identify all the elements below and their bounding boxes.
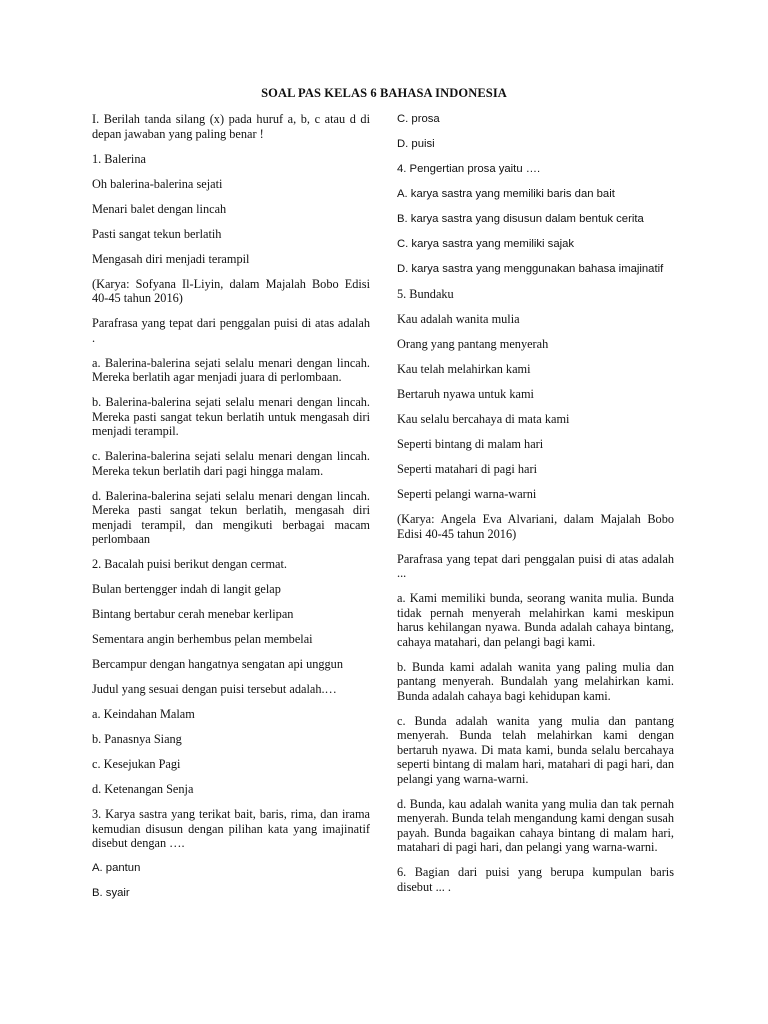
text-paragraph: 2. Bacalah puisi berikut dengan cermat. [92,557,287,571]
text-paragraph: Mengasah diri menjadi terampil [92,251,250,266]
text-paragraph: I. Berilah tanda silang (x) pada huruf a, b, c atau d di depan jawaban yang paling benar ! [92,112,370,141]
text-paragraph: a. Keindahan Malam [92,707,195,721]
text-paragraph: Bertaruh nyawa untuk kami [397,387,534,401]
text-paragraph: Bercampur dengan hangatnya sengatan api unggun [92,657,343,671]
text-paragraph: (Karya: Angela Eva Alvariani, dalam Majalah Bobo Edisi 40-45 tahun 2016) [397,512,674,541]
text-paragraph: Parafrasa yang tepat dari penggalan puisi di atas adalah . [92,316,370,345]
text-paragraph: A. pantun [92,862,141,874]
right-column [397,112,674,905]
text-paragraph: a. Kami memiliki bunda, seorang wanita mulia. Bunda tidak pernah menyerah melahirkan kami meskipun harus kehilangan nyawa. Bunda adalah cahaya bintang, cahaya matahari, dan pelangi bagi kami. [397,591,674,649]
text-paragraph: D. puisi [397,138,435,150]
text-paragraph: B. syair [92,887,130,899]
text-paragraph: c. Bunda adalah wanita yang mulia dan pantang menyerah. Bunda telah melahirkan kami dengan bertaruh nyawa. Di mata kami, bunda selalu bercahaya seperti bintang di malam hari, matahari di pagi hari, dan pelangi yang warna-warni. [397,713,674,786]
text-paragraph: A. karya sastra yang memiliki baris dan bait [397,188,615,200]
text-paragraph: a. Balerina-balerina sejati selalu menari dengan lincah. Mereka berlatih agar menjadi juara di perlombaan. [92,355,370,384]
text-paragraph: b. Balerina-balerina sejati selalu menari dengan lincah. Mereka pasti sangat tekun berlatih untuk mengasah diri menjadi terampil. [92,395,370,438]
text-paragraph: d. Bunda, kau adalah wanita yang mulia dan tak pernah menyerah. Bunda telah mengandung kami dengan susah payah. Bunda bagaikan cahaya bintang di malam hari, matahari di pagi hari, dan pelangi yang warna-warni. [397,796,674,854]
text-paragraph: D. karya sastra yang menggunakan bahasa imajinatif [397,263,664,275]
text-paragraph: Oh balerina-balerina sejati [92,176,223,191]
text-paragraph: c. Balerina-balerina sejati selalu menari dengan lincah. Mereka tekun berlatih dari pagi hingga malam. [92,449,370,478]
text-paragraph: Seperti pelangi warna-warni [397,487,537,501]
text-paragraph: Seperti matahari di pagi hari [397,462,537,476]
text-paragraph: Bulan bertengger indah di langit gelap [92,582,281,596]
left-column [92,112,370,911]
text-paragraph: Menari balet dengan lincah [92,201,227,216]
text-paragraph: d. Ketenangan Senja [92,782,194,796]
text-paragraph: b. Panasnya Siang [92,732,182,746]
document-title: SOAL PAS KELAS 6 BAHASA INDONESIA [261,86,507,100]
text-paragraph: Bintang bertabur cerah menebar kerlipan [92,607,294,621]
text-paragraph: d. Balerina-balerina sejati selalu menari dengan lincah. Mereka pasti sangat tekun berlatih, mengasah diri menjadi terampil, dan mengikuti berbagai macam perlombaan [92,488,370,546]
text-paragraph: Kau selalu bercahaya di mata kami [397,412,570,426]
text-paragraph: 1. Balerina [92,151,146,166]
text-paragraph: Pasti sangat tekun berlatih [92,226,222,241]
text-paragraph: C. prosa [397,113,440,125]
text-paragraph: Sementara angin berhembus pelan membelai [92,632,313,646]
text-paragraph: (Karya: Sofyana Il-Liyin, dalam Majalah Bobo Edisi 40-45 tahun 2016) [92,276,370,305]
text-paragraph: 6. Bagian dari puisi yang berupa kumpulan baris disebut ... . [397,865,674,894]
text-paragraph: Kau adalah wanita mulia [397,312,520,326]
text-paragraph: 5. Bundaku [397,287,454,301]
text-paragraph: C. karya sastra yang memiliki sajak [397,238,575,250]
text-paragraph: b. Bunda kami adalah wanita yang paling mulia dan pantang menyerah. Bundalah yang melahirkan kami. Bunda adalah cahaya bagi kehidupan kami. [397,659,674,703]
text-paragraph: Kau telah melahirkan kami [397,362,531,376]
text-paragraph: 4. Pengertian prosa yaitu …. [397,163,541,175]
text-paragraph: c. Kesejukan Pagi [92,757,181,771]
text-paragraph: Seperti bintang di malam hari [397,437,544,451]
text-paragraph: B. karya sastra yang disusun dalam bentuk cerita [397,213,644,225]
text-paragraph: 3. Karya sastra yang terikat bait, baris, rima, dan irama kemudian disusun dengan pilihan kata yang imajinatif disebut dengan …. [92,807,370,850]
text-paragraph: Parafrasa yang tepat dari penggalan puisi di atas adalah ... [397,551,674,580]
text-paragraph: Orang yang pantang menyerah [397,337,549,351]
text-paragraph: Judul yang sesuai dengan puisi tersebut adalah.… [92,682,337,696]
